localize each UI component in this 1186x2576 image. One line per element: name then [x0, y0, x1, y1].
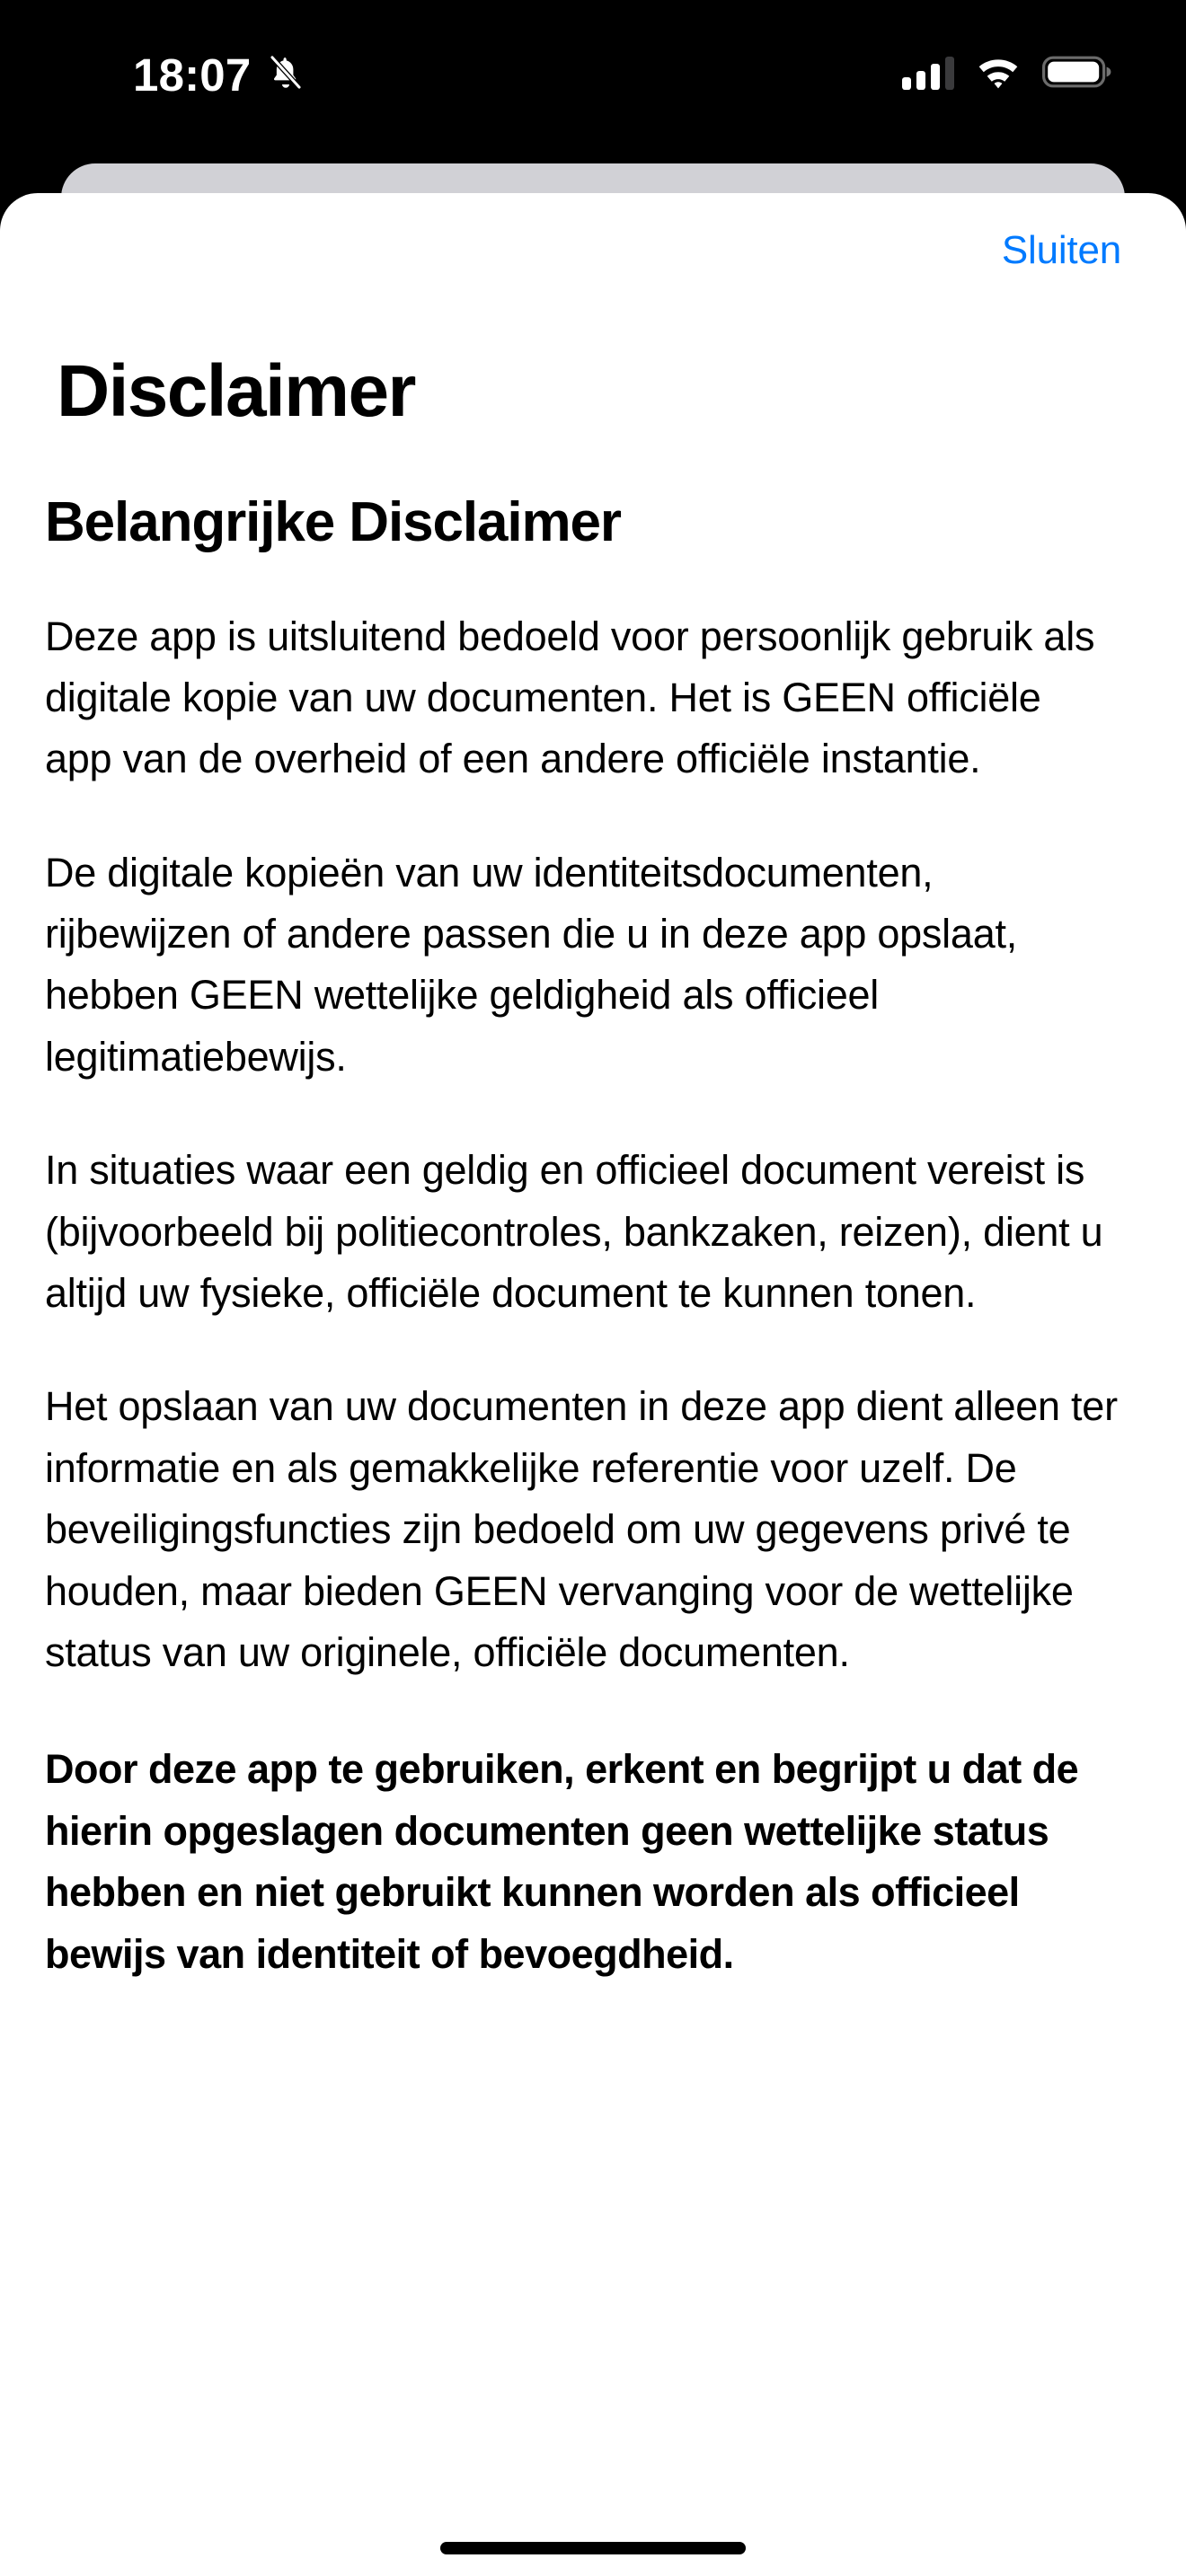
wifi-icon — [974, 54, 1022, 94]
disclaimer-paragraph-emphasis: Door deze app te gebruiken, erkent en begrijpt u dat de hierin opgeslagen documenten geen wettelijke status hebben en niet gebruikt kunnen worden als officieel bewijs van identiteit of bevoegdheid. — [45, 1746, 1079, 1977]
sheet-content — [0, 350, 1186, 1985]
section-heading: Belangrijke Disclaimer — [45, 491, 621, 554]
disclaimer-paragraph: Het opslaan van uw documenten in deze app dient alleen ter informatie en als gemakkelijke referentie voor uzelf. De beveiligingsfuncties zijn bedoeld om uw gegevens privé te houden, maar bieden GEEN vervanging voor de wettelijke status van uw originele, officiële documenten. — [45, 1383, 1118, 1675]
home-indicator[interactable] — [440, 2542, 746, 2554]
status-bar-clock: 18:07 — [133, 49, 252, 101]
disclaimer-paragraph: De digitale kopieën van uw identiteitsdocumenten, rijbewijzen of andere passen die u in deze app opslaat, hebben GEEN wettelijke geldigheid als officieel legitimatiebewijs. — [45, 849, 1017, 1080]
status-bar-right-group — [902, 54, 1112, 94]
disclaimer-paragraph: In situaties waar een geldig en officieel document vereist is (bijvoorbeeld bij politiecontroles, bankzaken, reizen), dient u altijd uw fysieke, officiële document te kunnen tonen. — [45, 1147, 1103, 1317]
home-indicator-area[interactable] — [0, 2513, 1186, 2576]
status-bar-left-group — [133, 49, 305, 101]
cellular-signal-icon — [902, 54, 954, 94]
bell-slash-icon — [267, 54, 305, 96]
status-bar — [0, 0, 1186, 166]
disclaimer-sheet — [0, 193, 1186, 2576]
disclaimer-paragraph: Deze app is uitsluitend bedoeld voor persoonlijk gebruik als digitale kopie van uw documenten. Het is GEEN officiële app van de overheid of een andere officiële instantie. — [45, 613, 1095, 782]
page-title: Disclaimer — [57, 350, 415, 432]
close-button[interactable]: Sluiten — [1001, 228, 1121, 272]
battery-icon — [1042, 54, 1112, 94]
sheet-toolbar — [0, 193, 1186, 323]
